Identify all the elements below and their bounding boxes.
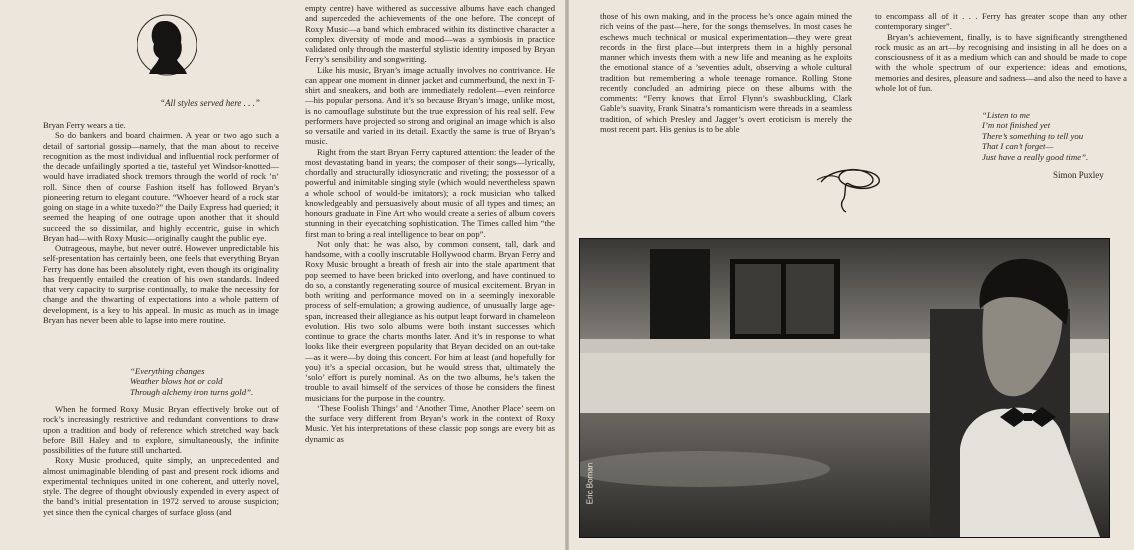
flourish-ornament-icon [813, 160, 893, 216]
paragraph: So do bankers and board chairmen. A year or two ago such a detail of sartorial gossip—namely, that the man about to receive recognition as the most individual and influential rock performer of the decade unfailingly sported a tie, tasteful yet Windsor-knotted—would have irradiated shock tremors through the world of rock ’n’ roll. Since then of course Fashion itself has followed Bryan’s pioneering return to elegant couture. “Whoever heard of a rock star going on stage in a white tuxedo?” the Daily Express had queried; it seemed the heaping of one outrage upon another that it should succeed the so dissimilar, and highly eccentric, guise in which Bryan had—with Roxy Music—originally caught the public eye. [43, 130, 279, 243]
verse-line: Weather blows hot or cold [130, 376, 223, 387]
silhouette-portrait-icon [137, 12, 197, 78]
portrait-photo [579, 238, 1110, 538]
verse-line: There’s something to tell you [982, 130, 1084, 141]
paragraph: those of his own making, and in the process he’s once again mined the rich veins of the past—here, for the songs themselves. In most cases he eschews much technical or musical experimentation—they were great records in the first place—but interprets them in a highly personal manner which invests them with a new life and meaning as he exploits the emotional stance of a ’seventies adult, observing a whole cultural tradition but remembering a whole teenage romance. Rolling Stone recently concluded an admiring piece on these albums with the comments: “Ferry knows that Errol Flynn’s swashbuckling, Clark Gable’s suavity, Frank Sinatra’s romanticism were threads in a seamless tradition, of which Presley and Jagger’s overt eroticism is merely the most recent part. His genius is to be able [600, 11, 852, 134]
verse-line: “Everything changes [130, 366, 205, 376]
author-signature: Simon Puxley [1053, 170, 1104, 180]
left-verse [130, 366, 253, 397]
paragraph: When he formed Roxy Music Bryan effectively broke out of rock’s increasingly restrictive and redundant conventions to draw upon a tradition and body of reference which stretched way back before Bill Haley and to explore, simultaneously, the infinite possibilities of the future still uncharted. [43, 404, 279, 455]
verse-line: I’m not finished yet [982, 120, 1051, 131]
portrait-photo-image [580, 239, 1109, 537]
verse-line: That I can’t forget— [982, 141, 1054, 152]
left-column-1-top [43, 120, 279, 352]
right-column-2 [875, 11, 1127, 106]
left-column-2 [305, 3, 555, 549]
photo-credit: Eric Boman [585, 462, 595, 505]
verse-line: “Listen to me [982, 110, 1030, 120]
left-column-1-bottom [43, 404, 279, 546]
verse-line: Just have a really good time”. [982, 151, 1089, 162]
paragraph: empty centre) have withered as successive albums have each changed and superceded the achievements of the one before. The concept of Roxy Music—a band which embraced within its distinctive character a complex diversity of mode and mood—was a symbiosis in practice validated only through the masterful stylistic identity imposed by Bryan Ferry’s sensibility and songwriting. [305, 3, 555, 65]
right-column-1 [600, 11, 852, 161]
paragraph: Not only that: he was also, by common consent, tall, dark and handsome, with a coolly inscrutable Hollywood charm. Bryan Ferry and Roxy Music brought a breath of fresh air into the stale apartment that pop seemed to have been bricked into overlong, and have continued to do so, a constantly regenerating source of musical excitement. Bryan in both writing and performance moved on in a seemingly inexorable process of self-emulation; a growing audience, of unusually large age-span, increased their allegiance as his output leapt forward in chameleon evolution. His two solo albums were both instant successes which continue to grace the charts months later. And it’s in response to what looks like their evergreen popularity that Bryan decided on an out-take—as it were—by doing this concert. For him at least (and hopefully for you) it’s a special occasion, but he would stress that, ultimately the ‘solo’ effort is purely nominal. As on the two albums, he’s taken the trouble to avail himself of the services of those he considers the finest musicians for the purpose in the country. [305, 238, 555, 403]
right-verse [982, 110, 1088, 162]
paragraph: Like his music, Bryan’s image actually involves no contrivance. He can appear one moment in dinner jacket and cummerbund, the next in T-shirt and sneakers, and both are immediately redolent—even reinforce—his popular persona. And it’s so because Bryan’s image, unlike most, is no camouflage substitute but the true expression of his real self. Few performers have projected so strong and original an image which is also so versatile and varied in its detail. Exactly the same is true of Bryan’s music. [305, 64, 555, 147]
paragraph: Outrageous, maybe, but never outré. However unpredictable his self-presentation has certainly been, one feels that everything Bryan Ferry has done has been absolutely right, even though its originality has frequently entailed the creation of his own standards. Indeed that very capacity to surprise continually, to make the necessity for change and the thwarting of expectations into a whole pattern of development, is a key to his appeal. In music as much as in image Bryan has never been able to lapse into mere routine. [43, 243, 279, 325]
paragraph: to encompass all of it . . . Ferry has greater scope than any other contemporary singer”. [875, 11, 1127, 32]
paragraph: Right from the start Bryan Ferry captured attention: the leader of the most devastating band in years; the composer of their songs—lyrically, chordally and structurally idiosyncratic and riveting; the possessor of a powerful and inimitable singing style (which would nevertheless spawn a whole school of would-be imitators); a rock musician who talked knowledgeably and persuasively about music of all types and times; an honours graduate in Fine Art who would create a series of album covers stunning in their eyecatching sophistication. The Times called him “the first man to bring a real intelligence to bear on pop”. [305, 146, 555, 239]
paragraph: Bryan Ferry wears a tie. [43, 120, 126, 130]
left-page [0, 0, 565, 550]
verse-line: Through alchemy iron turns gold”. [130, 386, 254, 397]
paragraph: ‘These Foolish Things’ and ‘Another Time, Another Place’ seem on the surface very different from Bryan’s work in the context of Roxy Music. Yet his interpretations of these classic pop songs are every bit as dynamic as [305, 402, 555, 444]
intro-caption: “All styles served here . . .” [160, 98, 260, 108]
paragraph: Bryan’s achievement, finally, is to have significantly strengthened rock music as an art—by recognising and insisting in all he does on a consciousness of it as a medium which can and should be made to cope with the whole spectrum of our experience: ideas and emotions, memories and desires, pleasure and sadness—and also the need to have a whole lot of fun. [875, 31, 1127, 93]
paragraph: Roxy Music produced, quite simply, an unprecedented and almost unimaginable blending of past and present rock idioms and experimental techniques united in one coherent, and utterly novel, style. The degree of thought obviously expended in every aspect of the band’s initial presentation in 1972 served to arouse suspicion; yet since then the cynical charges of surface gloss (and [43, 455, 279, 517]
